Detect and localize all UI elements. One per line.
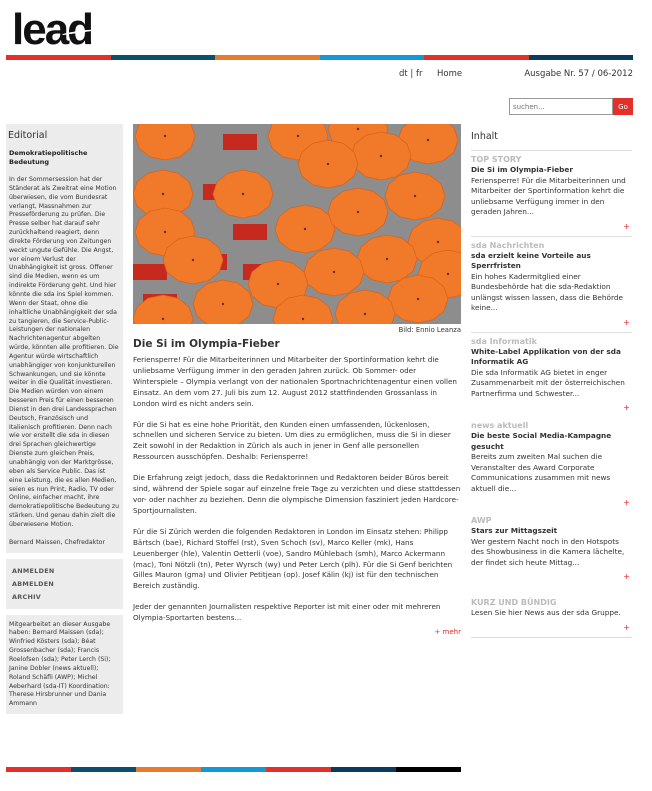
photo-umbrella-tip xyxy=(277,283,279,285)
photo-umbrella-tip xyxy=(447,273,449,275)
photo-umbrella-tip xyxy=(164,135,166,137)
teaser-text: Feriensperre! Für die Mitarbeiterinnen und Mitarbeiter der Sportinformation kehrt die unliebsame Verfügung immer in den geraden Jahren... xyxy=(471,175,626,216)
photo-umbrella-tip xyxy=(386,258,388,260)
stripe-segment xyxy=(71,767,136,772)
more-link[interactable]: + mehr xyxy=(434,628,461,637)
photo-umbrella-tip xyxy=(417,298,419,300)
editorial-box xyxy=(6,124,123,553)
photo-umbrella-tip xyxy=(222,303,224,305)
credits-box xyxy=(6,615,123,714)
stripe-segment xyxy=(136,767,201,772)
teaser-sda-informatik[interactable] xyxy=(471,333,632,418)
teaser-sda-nachrichten[interactable] xyxy=(471,237,632,333)
photo-umbrella-tip xyxy=(297,135,299,137)
photo-table xyxy=(133,264,167,280)
teaser-more-plus[interactable]: + xyxy=(623,317,630,327)
search-input[interactable] xyxy=(509,98,613,115)
teaser-more-plus[interactable]: + xyxy=(623,622,630,632)
login-link[interactable]: ANMELDEN xyxy=(12,566,55,575)
stripe-segment xyxy=(6,767,71,772)
account-links-box xyxy=(6,559,123,609)
teaser-more-plus[interactable]: + xyxy=(623,221,630,231)
teaser-text: Wer gestern Nacht noch in den Hotspots des Showbusiness in die Kamera lächelte, der findet sich heute Mittag... xyxy=(471,536,625,567)
sidebar-heading: Inhalt xyxy=(471,131,632,151)
photo-umbrella-tip xyxy=(302,318,304,320)
photo-umbrella-tip xyxy=(414,195,416,197)
photo-umbrella-tip xyxy=(192,259,194,261)
photo-umbrella-tip xyxy=(380,155,382,157)
teaser-more-plus[interactable]: + xyxy=(623,572,630,581)
issue-number: Ausgabe Nr. 57 / 06-2012 xyxy=(524,69,633,79)
right-sidebar xyxy=(471,124,632,638)
teaser-top-story[interactable] xyxy=(471,151,632,237)
photo-umbrella-tip xyxy=(304,228,306,230)
photo-umbrella-tip xyxy=(357,128,359,130)
logout-link[interactable]: ABMELDEN xyxy=(12,579,55,588)
main-article xyxy=(133,124,461,636)
teaser-title[interactable]: sda erzielt keine Vorteile aus Sperrfristen xyxy=(471,250,591,270)
teaser-title[interactable]: Die beste Social Media-Kampagne gesucht xyxy=(471,431,612,451)
stripe-segment xyxy=(6,55,111,60)
stripe-segment xyxy=(331,767,396,772)
logo-text: lead xyxy=(12,5,93,54)
photo-umbrella-tip xyxy=(333,271,335,273)
stripe-segment xyxy=(529,55,634,60)
stripe-segment xyxy=(320,55,425,60)
article-paragraph: Die Erfahrung zeigt jedoch, dass die Redaktorinnen und Redaktoren beider Büros bereit sind, während der Spiele sogar auf einzelne freie Tage zu verzichten und diese stattdessen vor- oder nachher zu beziehen. Denn die olympische Dimension fasziniert jeden Hardcore-Sportjournalisten. xyxy=(133,473,461,515)
teaser-kicker: TOP STORY xyxy=(471,155,522,164)
credits-text: Mitgearbeitet an dieser Ausgabe haben: Bernard Maissen (sda); Winfried Kösters (sda); Béat Grossenbacher (sda); Francis Roelofsen (sda); Peter Lerch (Si); Janine Dobler (news aktuell); Roland Schäfli (AWP); Michel Aeberhard (sda-IT) Koordination: Therese Hirsbrunner und Dania Ammann xyxy=(9,620,111,708)
umbrella-photo-graphic xyxy=(133,124,461,324)
photo-umbrella-tip xyxy=(437,241,439,243)
photo-umbrella-tip xyxy=(162,193,164,195)
stripe-segment xyxy=(424,55,529,60)
photo-umbrella-tip xyxy=(327,163,329,165)
left-column xyxy=(6,124,123,720)
teaser-more-plus[interactable]: + xyxy=(623,498,630,507)
language-switch[interactable]: dt | fr xyxy=(399,69,423,79)
article-paragraph: Feriensperre! Für die Mitarbeiterinnen und Mitarbeiter der Sportinformation kehrt die unliebsame Verfügung immer in den geraden Jahren zurück. Ob Sommer- oder Winterspiele – Olympia verlangt von der nationalen Sportnachrichtenagentur einen vollen Einsatz. An dem vom 27. Juli bis zum 12. August 2012 stattfindenden Grossanlass in London wird es nicht anders sein. xyxy=(133,355,457,408)
lead-logo[interactable] xyxy=(12,5,93,54)
home-link[interactable]: Home xyxy=(437,69,463,79)
stripe-segment xyxy=(266,767,331,772)
article-title[interactable]: Die Si im Olympia-Fieber xyxy=(133,338,280,350)
photo-table xyxy=(223,134,257,150)
article-photo-umbrellas xyxy=(133,124,461,324)
editorial-heading: Editorial xyxy=(8,130,48,141)
search-go-button[interactable]: Go xyxy=(613,98,633,115)
teaser-title[interactable]: Stars zur Mittagszeit xyxy=(471,526,558,535)
teaser-kicker: KURZ UND BÜNDIG xyxy=(471,598,557,607)
photo-table xyxy=(233,224,267,240)
teaser-text: Die sda Informatik AG bietet in enger Zusammenarbeit mit der österreichischen Partnerfirma und Schwester... xyxy=(471,367,625,398)
teaser-kicker: sda Informatik xyxy=(471,336,537,346)
teaser-more-plus[interactable]: + xyxy=(623,403,630,412)
stripe-segment xyxy=(215,55,320,60)
photo-umbrella-tip xyxy=(162,318,164,320)
color-stripe-top xyxy=(6,55,633,60)
editorial-body: In der Sommersession hat der Ständerat als Zweitrat eine Motion überwiesen, die vom Bundesrat verlangt, Massnahmen zur Presseförderung zu prüfen. Die Presse selber hat darauf sehr zurückhaltend reagiert, denn direkte Förderung von Zeitungen weckt ungute Gefühle. Die Angst, vor einem Verlust der Unabhängigkeit ist gross. Offener sind die Medien, wenn es um indirekte Förderung geht. Und hier könnte die sda ins Spiel kommen. Wenn der Staat, ohne die inhaltliche Unabhängigkeit der sda zu tangieren, die Service-Public-Leistungen der nationalen Nachrichtenagentur abgelten würde, könnten alle profitieren. Die Agentur würde wirtschaftlich unabhängiger von konjunkturellen Schwankungen, und sie könnte weiter in die Qualität investieren. Die Medien würden von einem besseren Preis für einen besseren Dienst in den drei Landessprachen Deutsch, Französisch und Italienisch profitieren. Denn nach wie vor erstellt die sda in diesen drei Sprachen gleichwertige Dienste zum gleichen Preis, unabhängig von der Marktgrösse, eben als Service Public. Das ist eine Leistung, die es allen Medien, seien es nun Print, Radio, TV oder Online, einfacher macht, ihre demokratiepolitische Bedeutung zu stärken. Und genau dahin zielt die überwiesene Motion. xyxy=(9,176,120,528)
teaser-news-aktuell[interactable] xyxy=(471,417,632,512)
editorial-signature: Bernard Maissen, Chefredaktor xyxy=(9,538,105,546)
article-paragraph: Jeder der genannten Journalisten respektive Reporter ist mit einer oder mit mehreren Olympia-Sportarten bestens... xyxy=(133,602,441,623)
teaser-kicker: sda Nachrichten xyxy=(471,240,545,250)
photo-caption: Bild: Ennio Leanza xyxy=(398,326,461,334)
teaser-awp[interactable] xyxy=(471,512,632,586)
editorial-title: Demokratiepolitische Bedeutung xyxy=(9,149,88,166)
teaser-kicker: news aktuell xyxy=(471,421,529,430)
teaser-text: Ein hohes Kadermitglied einer Bundesbehörde hat die sda-Redaktion unlängst wissen lassen, dass die Behörde keine... xyxy=(471,271,623,312)
photo-umbrella-tip xyxy=(357,211,359,213)
teaser-text: Bereits zum zweiten Mal suchen die Veranstalter des Award Corporate Communications zusammen mit news aktuell die... xyxy=(471,452,611,493)
teaser-kicker: AWP xyxy=(471,516,492,525)
stripe-segment xyxy=(201,767,266,772)
color-stripe-bottom xyxy=(6,767,461,772)
stripe-segment xyxy=(111,55,216,60)
article-paragraph: Für die Si hat es eine hohe Priorität, den Kunden einen umfassenden, lückenlosen, schnellen und sicheren Service zu bieten. Um dies zu ermöglichen, muss die Si in dieser Zeit sowohl in der Redaktion in Zürich als auch in jener in Genf alle personellen Ressourcen ausschöpfen. Deshalb: Feriensperre! xyxy=(133,419,451,462)
teaser-kurz-und-buendig[interactable] xyxy=(471,594,632,638)
photo-umbrella-tip xyxy=(427,139,429,141)
photo-umbrella-tip xyxy=(364,313,366,315)
teaser-title[interactable]: Die Si im Olympia-Fieber xyxy=(471,165,573,174)
teaser-text: Lesen Sie hier News aus der sda Gruppe. xyxy=(471,608,621,617)
photo-umbrella-tip xyxy=(164,231,166,233)
article-paragraph: Für die Si Zürich werden die folgenden Redaktoren in London im Einsatz stehen: Philipp Bärtsch (bae), Richard Stoffel (rst), Sven Schoch (sv), Marco Keller (mk), Hans Leuenberger (hle), Valentin Oetterli (voe), Sandro Mühlebach (smh), Marco Ackermann (mac), Toni Nötzli (tn), Peter Wyrsch (wy) und Peter Lerch (plh). Für die Si Genf berichten Gilles Mauron (gma) und Olivier Petitjean (op). Josef Kälin (kj) ist für den technischen Bereich zuständig. xyxy=(133,526,453,591)
photo-umbrella-tip xyxy=(242,193,244,195)
teaser-title[interactable]: White-Label Applikation von der sda Informatik AG xyxy=(471,346,621,366)
archive-link[interactable]: ARCHIV xyxy=(12,592,42,601)
stripe-segment xyxy=(396,767,461,772)
search-form xyxy=(509,98,633,115)
